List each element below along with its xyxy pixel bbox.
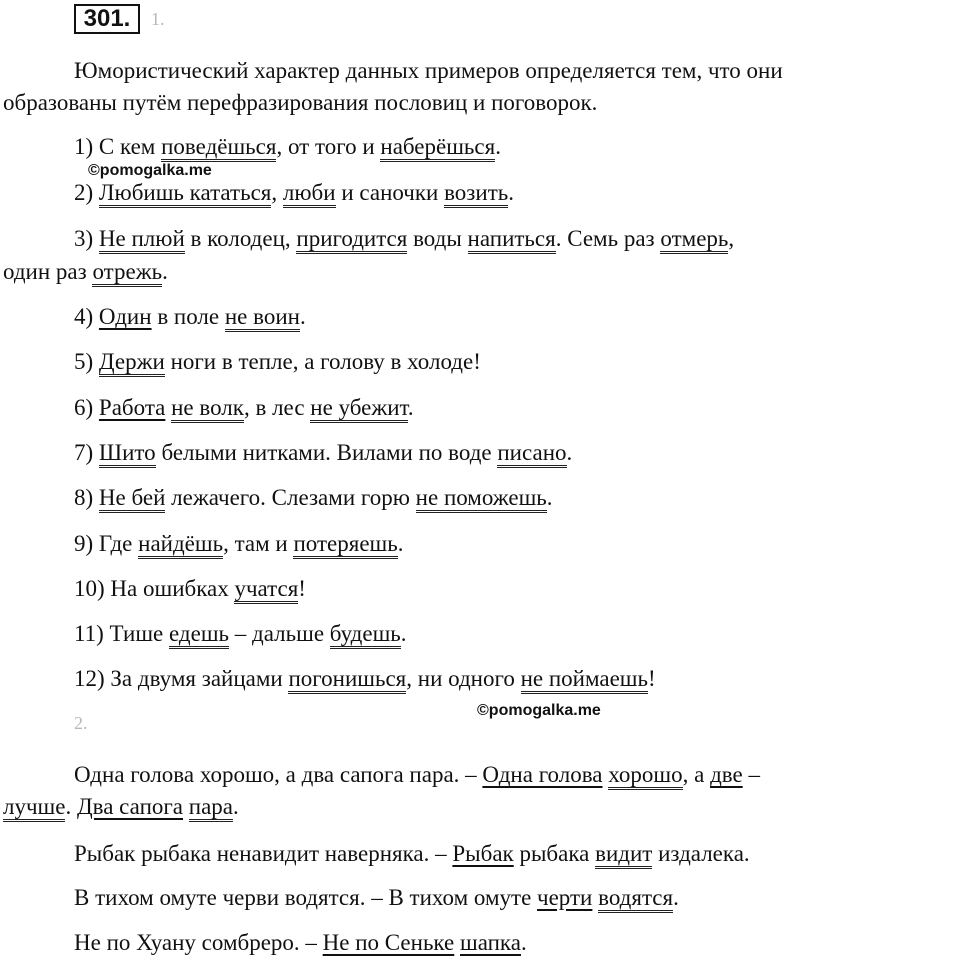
item-8: 8) Не бей лежачего. Слезами горю не поможешь. xyxy=(74,484,553,511)
item-12: 12) За двумя зайцами погонишься, ни одного не поймаешь! xyxy=(74,665,656,692)
item-5: 5) Держи ноги в тепле, а голову в холоде! xyxy=(74,348,481,375)
item-10: 10) На ошибках учатся! xyxy=(74,575,306,602)
intro-line-2: образованы путём перефразирования пословиц и поговорок. xyxy=(3,90,598,115)
item-6: 6) Работа не волк, в лес не убежит. xyxy=(74,394,414,421)
watermark-middle: ©pomogalka.me xyxy=(477,702,601,719)
item-7: 7) Шито белыми нитками. Вилами по воде писано. xyxy=(74,439,572,466)
watermark-top: ©pomogalka.me xyxy=(88,162,212,179)
item-2: 2) Любишь кататься, люби и саночки возить. xyxy=(74,179,514,206)
intro-line-1: Юмористический характер данных примеров определяется тем, что они xyxy=(74,58,783,83)
item-11: 11) Тише едешь – дальше будешь. xyxy=(74,620,407,647)
item-3: 3) Не плюй в колодец, пригодится воды напиться. Семь раз отмерь, xyxy=(74,225,734,252)
part2-marker: 2. xyxy=(74,713,88,733)
part2-line-2: Рыбак рыбака ненавидит наверняка. – Рыбак рыбака видит издалека. xyxy=(74,840,750,867)
part2-line-1: Одна голова хорошо, а два сапога пара. – Одна голова хорошо, а две – xyxy=(74,761,760,788)
part2-line-4: Не по Хуану сомбреро. – Не по Сеньке шапка. xyxy=(74,930,527,955)
part2-line-1b: лучше. Два сапога пара. xyxy=(3,793,239,820)
item-1: 1) С кем поведёшься, от того и наберёшься. xyxy=(74,133,501,160)
exercise-number: 301. xyxy=(74,4,140,34)
item-4: 4) Один в поле не воин. xyxy=(74,303,306,330)
item-3-line-2: один раз отрежь. xyxy=(3,258,168,285)
item-9: 9) Где найдёшь, там и потеряешь. xyxy=(74,530,404,557)
part2-line-3: В тихом омуте черви водятся. – В тихом омуте черти водятся. xyxy=(74,884,679,911)
part1-marker: 1. xyxy=(151,9,165,29)
